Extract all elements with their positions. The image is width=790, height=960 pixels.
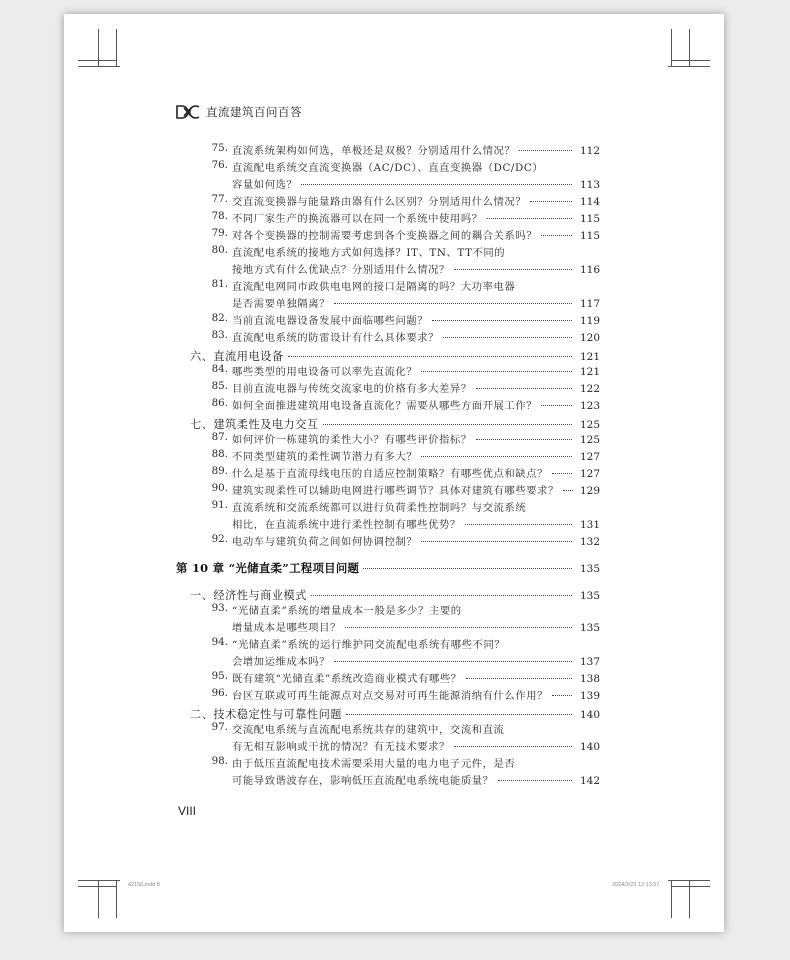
toc-entry [211, 670, 600, 687]
toc-entry-number: 81. [211, 278, 228, 290]
toc-page-number: 114 [579, 196, 600, 208]
toc-entry [211, 431, 600, 448]
toc-entry-title: 对各个变换器的控制需要考虑到各个变换器之间的耦合关系吗？ [232, 230, 538, 242]
dot-leader [454, 746, 572, 747]
toc-entry [232, 295, 600, 312]
toc-entry-number: 78. [211, 210, 228, 222]
toc-entry-title: 什么是基于直流母线电压的自适应控制策略？有哪些优点和缺点？ [232, 468, 549, 480]
toc-entry [232, 653, 600, 670]
toc-entry-title: 相比，在直流系统中进行柔性控制有哪些优势？ [232, 519, 461, 531]
toc-page-number: 135 [579, 590, 600, 602]
toc-page-number: 121 [579, 366, 600, 378]
toc-entry-number: 80. [211, 244, 228, 256]
toc-entry [211, 329, 600, 346]
toc-entry-number: 86. [211, 397, 228, 409]
toc-entry-title: 一、经济性与商业模式 [190, 589, 307, 602]
toc-entry [232, 619, 600, 636]
dot-leader [363, 568, 572, 569]
toc-page-number: 138 [579, 673, 600, 685]
book-title: 直流建筑百问百答 [206, 105, 302, 119]
dot-leader [345, 627, 572, 628]
toc-entry-title: 台区互联或可再生能源点对点交易对可再生能源消纳有什么作用？ [232, 690, 549, 702]
toc-entry-number: 76. [211, 159, 228, 171]
toc-entry-title: 不同类型建筑的柔性调节潜力有多大？ [232, 451, 418, 463]
dot-leader [346, 714, 572, 715]
footer-file: 42150.indd 8 [128, 882, 160, 888]
toc-page-number: 121 [579, 351, 600, 363]
dot-leader [552, 695, 572, 696]
toc-entry-number: 88. [211, 448, 228, 460]
toc-entry [211, 397, 600, 414]
toc-page-number: 125 [579, 434, 600, 446]
toc-entry-number: 98. [211, 755, 228, 767]
toc-entry [211, 687, 600, 704]
dot-leader [476, 388, 572, 389]
toc-entry [211, 380, 600, 397]
toc-entry-number: 79. [211, 227, 228, 239]
toc-entry-number: 89. [211, 465, 228, 477]
toc-entry-title: 容量如何选？ [232, 179, 298, 191]
toc-entry [232, 772, 600, 789]
toc-entry-number: 94. [211, 636, 228, 648]
dot-leader [552, 473, 572, 474]
toc-entry-number: 96. [211, 687, 228, 699]
toc-page-number: 117 [579, 298, 600, 310]
toc-entry-title: 由于低压直流配电技术需要采用大量的电力电子元件，是否 [232, 758, 516, 770]
toc-entry-title: 哪些类型的用电设备可以率先直流化？ [232, 366, 418, 378]
toc-page-number: 125 [579, 419, 600, 431]
toc-page-number: 115 [579, 230, 600, 242]
toc-entry [211, 755, 516, 772]
dot-leader [476, 439, 572, 440]
toc-entry-title: 七、建筑柔性及电力交互 [190, 418, 319, 431]
footer-date: 2024/3/23 12:13:57 [612, 882, 660, 888]
toc-entry-title: “光储直柔”系统的增量成本一般是多少？主要的 [232, 605, 462, 617]
toc-entry [232, 176, 600, 193]
toc-entry-title: 直流配电系统的防雷设计有什么具体要求？ [232, 332, 440, 344]
toc-entry-title: 电动车与建筑负荷之间如何协调控制？ [232, 536, 418, 548]
toc-entry-title: 交直流变换器与能量路由器有什么区别？分别适用什么情况？ [232, 196, 527, 208]
toc-page-number: 132 [579, 536, 600, 548]
dot-leader [334, 661, 572, 662]
dot-leader [530, 201, 572, 202]
toc-entry [232, 516, 600, 533]
dot-leader [563, 490, 573, 491]
dot-leader [432, 320, 572, 321]
toc-page-number: 119 [579, 315, 600, 327]
toc-entry-title: 目前直流电器与传统交流家电的价格有多大差异？ [232, 383, 472, 395]
page-sheet [64, 14, 724, 932]
dot-leader [498, 780, 572, 781]
toc-entry-title: 交流配电系统与直流配电系统共存的建筑中，交流和直流 [232, 724, 505, 736]
toc-entry-title: 接地方式有什么优缺点？分别适用什么情况？ [232, 264, 450, 276]
toc-entry-number: 87. [211, 431, 228, 443]
dot-leader [541, 405, 572, 406]
toc-page-number: 142 [579, 775, 600, 787]
toc-entry [211, 533, 600, 550]
toc-entry [211, 636, 506, 653]
toc-entry [211, 499, 527, 516]
toc-entry-number: 84. [211, 363, 228, 375]
toc-entry-title: 当前直流电器设备发展中面临哪些问题？ [232, 315, 429, 327]
toc-page-number: 127 [579, 451, 600, 463]
toc-page-number: 120 [579, 332, 600, 344]
dot-leader [421, 371, 572, 372]
toc-entry [211, 482, 600, 499]
toc-page-number: 135 [579, 563, 600, 575]
toc-entry-number: 95. [211, 670, 228, 682]
toc-entry-title: 直流配电网同市政供电电网的接口是隔离的吗？大功率电器 [232, 281, 516, 293]
toc-entry [211, 193, 600, 210]
toc-entry-title: 直流配电系统交直流变换器（AC/DC）、直直变换器（DC/DC） [232, 162, 544, 174]
toc-page-number: 112 [579, 145, 600, 157]
dot-leader [466, 678, 572, 679]
dot-leader [421, 456, 572, 457]
toc-entry [211, 312, 600, 329]
table-of-contents [64, 14, 724, 932]
toc-entry [211, 227, 600, 244]
toc-entry-number: 93. [211, 602, 228, 614]
toc-entry-title: 直流系统架构如何选，单极还是双极？分别适用什么情况？ [232, 145, 516, 157]
dot-leader [288, 356, 572, 357]
toc-entry-title: 建筑实现柔性可以辅助电网进行哪些调节？具体对建筑有哪些要求？ [232, 485, 559, 497]
toc-entry [211, 602, 462, 619]
toc-entry-number: 77. [211, 193, 228, 205]
toc-entry [232, 738, 600, 755]
toc-entry-title: 如何全面推进建筑用电设备直流化？需要从哪些方面开展工作？ [232, 400, 538, 412]
dot-leader [334, 303, 572, 304]
toc-entry [211, 142, 600, 159]
toc-entry-title: 如何评价一栋建筑的柔性大小？有哪些评价指标？ [232, 434, 472, 446]
toc-page-number: 137 [579, 656, 600, 668]
toc-entry-number: 97. [211, 721, 228, 733]
toc-entry-number: 85. [211, 380, 228, 392]
dot-leader [421, 541, 572, 542]
dot-leader [541, 235, 572, 236]
toc-page-number: 115 [579, 213, 600, 225]
toc-entry-title: 二、技术稳定性与可靠性问题 [190, 708, 342, 721]
dot-leader [454, 269, 572, 270]
dot-leader [519, 150, 572, 151]
dot-leader [465, 524, 572, 525]
page-folio: VIII [178, 804, 197, 818]
toc-entry [211, 159, 544, 176]
toc-entry [211, 363, 600, 380]
toc-page-number: 131 [579, 519, 600, 531]
toc-entry-title: 不同厂家生产的换流器可以在同一个系统中使用吗？ [232, 213, 483, 225]
dot-leader [301, 184, 572, 185]
toc-page-number: 116 [579, 264, 600, 276]
toc-page-number: 113 [579, 179, 600, 191]
toc-page-number: 135 [579, 622, 600, 634]
toc-entry-title: 有无相互影响或干扰的情况？有无技术要求？ [232, 741, 450, 753]
toc-entry-title: 直流配电系统的接地方式如何选择？IT、TN、TT不同的 [232, 247, 506, 259]
dot-leader [311, 595, 572, 596]
toc-entry-title: 会增加运维成本吗？ [232, 656, 331, 668]
toc-entry-number: 82. [211, 312, 228, 324]
toc-entry [211, 210, 600, 227]
toc-page-number: 123 [579, 400, 600, 412]
toc-page-number: 127 [579, 468, 600, 480]
toc-entry [211, 721, 505, 738]
dot-leader [443, 337, 572, 338]
toc-entry-number: 91. [211, 499, 228, 511]
toc-entry [211, 278, 516, 295]
toc-entry-title: 六、直流用电设备 [190, 350, 284, 363]
toc-entry-title: 是否需要单独隔离？ [232, 298, 331, 310]
toc-chapter [176, 560, 600, 577]
toc-entry-title: “光储直柔”系统的运行维护同交流配电系统有哪些不同？ [232, 639, 506, 651]
toc-entry [211, 448, 600, 465]
toc-entry-title: 可能导致谐波存在，影响低压直流配电系统电能质量？ [232, 775, 494, 787]
toc-entry-title: 直流系统和交流系统都可以进行负荷柔性控制吗？与交流系统 [232, 502, 527, 514]
toc-page-number: 139 [579, 690, 600, 702]
toc-entry [232, 261, 600, 278]
toc-entry-number: 90. [211, 482, 228, 494]
toc-entry-number: 92. [211, 533, 228, 545]
toc-page-number: 140 [579, 741, 600, 753]
toc-page-number: 129 [579, 485, 600, 497]
toc-page-number: 140 [579, 709, 600, 721]
toc-entry [211, 244, 506, 261]
dot-leader [487, 218, 572, 219]
toc-entry-title: 第 10 章 “光储直柔”工程项目问题 [176, 561, 360, 575]
dot-leader [323, 424, 572, 425]
toc-entry-title: 增量成本是哪些项目？ [232, 622, 341, 634]
toc-entry [211, 465, 600, 482]
toc-entry-number: 83. [211, 329, 228, 341]
toc-entry-title: 既有建筑“光储直柔”系统改造商业模式有哪些？ [232, 673, 462, 685]
toc-page-number: 122 [579, 383, 600, 395]
toc-entry-number: 75. [211, 142, 228, 154]
